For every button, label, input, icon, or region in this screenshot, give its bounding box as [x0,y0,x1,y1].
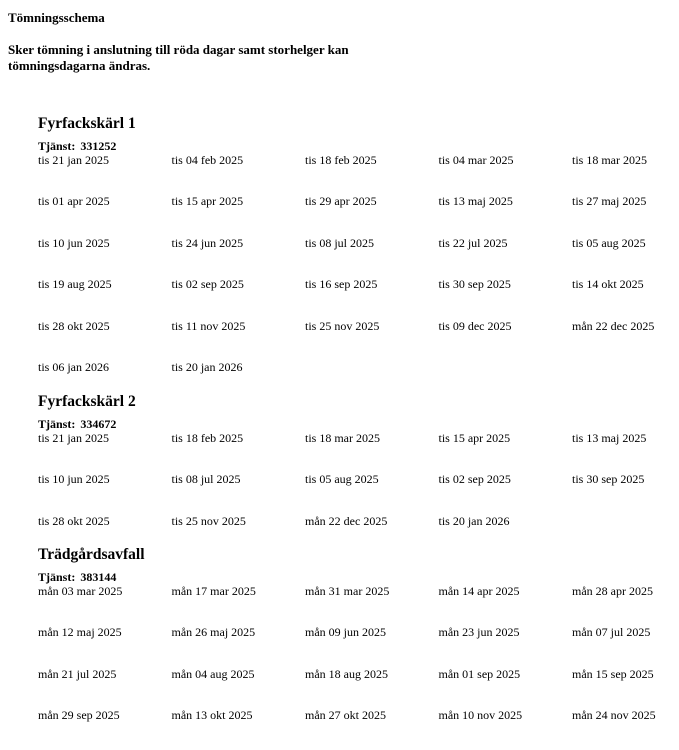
pickup-date: tis 14 okt 2025 [572,277,644,292]
schedule-section [38,546,678,750]
pickup-date: tis 10 jun 2025 [38,472,110,487]
pickup-date: tis 08 jul 2025 [305,235,375,250]
pickup-date: tis 24 jun 2025 [171,235,244,250]
pickup-date: tis 09 dec 2025 [438,318,512,333]
pickup-date: mån 29 sep 2025 [38,708,120,723]
pickup-date: tis 29 apr 2025 [305,194,377,209]
pickup-date: mån 23 jun 2025 [438,625,520,640]
pickup-date: tis 25 nov 2025 [305,318,380,333]
pickup-date: tis 06 jan 2026 [38,359,109,374]
pickup-date: tis 28 okt 2025 [38,513,110,528]
pickup-date: tis 28 okt 2025 [38,318,110,333]
pickup-date: tis 10 jun 2025 [38,235,110,250]
pickup-date: tis 30 sep 2025 [438,277,511,292]
pickup-date: tis 16 sep 2025 [305,277,378,292]
pickup-date: tis 18 mar 2025 [572,153,647,167]
pickup-date: tis 04 feb 2025 [171,153,244,167]
schedule-section [38,115,678,401]
service-label: Tjänst: [38,570,76,584]
service-line [38,417,678,431]
pickup-date: tis 18 feb 2025 [305,153,377,167]
section-title: Fyrfackskärl 1 [38,115,136,132]
pickup-date: tis 13 maj 2025 [572,431,647,445]
service-line [38,570,678,584]
pickup-date: mån 14 apr 2025 [438,584,520,598]
pickup-date: tis 19 aug 2025 [38,277,112,292]
service-number: 334672 [80,417,117,431]
pickup-date: tis 20 jan 2026 [171,359,243,374]
pickup-date: tis 05 aug 2025 [572,235,646,250]
pickup-date: tis 05 aug 2025 [305,472,379,487]
pickup-date: mån 13 okt 2025 [171,708,253,723]
pickup-date: tis 15 apr 2025 [171,194,244,209]
pickup-date: mån 18 aug 2025 [305,666,388,681]
pickup-date: tis 08 jul 2025 [171,472,241,487]
pickup-date: mån 15 sep 2025 [572,666,654,681]
pickup-date: tis 15 apr 2025 [438,431,511,445]
pickup-date: mån 10 nov 2025 [438,708,523,723]
pickup-date: mån 07 jul 2025 [572,625,651,640]
pickup-date: mån 22 dec 2025 [572,318,655,333]
pickup-date: tis 21 jan 2025 [38,153,109,167]
schedule-section [38,393,678,555]
section-title: Trädgårdsavfall [38,546,145,563]
pickup-date: mån 12 maj 2025 [38,625,122,640]
pickup-date: tis 25 nov 2025 [171,513,246,528]
pickup-date: tis 13 maj 2025 [438,194,513,209]
pickup-date: tis 21 jan 2025 [38,431,109,445]
pickup-date: mån 01 sep 2025 [438,666,521,681]
date-grid [38,153,678,401]
pickup-date: tis 18 feb 2025 [171,431,244,445]
pickup-date: tis 20 jan 2026 [438,513,510,528]
pickup-date: tis 04 mar 2025 [438,153,514,167]
pickup-date: mån 22 dec 2025 [305,513,388,528]
pickup-date: tis 27 maj 2025 [572,194,647,209]
service-line [38,139,678,153]
section-title: Fyrfackskärl 2 [38,393,136,410]
pickup-date: mån 28 apr 2025 [572,584,653,598]
pickup-date: tis 01 apr 2025 [38,194,110,209]
pickup-date: tis 22 jul 2025 [438,235,508,250]
pickup-date: mån 31 mar 2025 [305,584,390,598]
pickup-date: mån 04 aug 2025 [171,666,255,681]
pickup-date: tis 02 sep 2025 [438,472,511,487]
service-number: 331252 [80,139,117,153]
pickup-date: tis 18 mar 2025 [305,431,380,445]
date-grid [38,584,678,750]
service-label: Tjänst: [38,139,76,153]
pickup-date: mån 21 jul 2025 [38,666,117,681]
pickup-date: tis 11 nov 2025 [171,318,246,333]
pickup-date: tis 02 sep 2025 [171,277,244,292]
date-grid [38,431,678,555]
pickup-date: mån 09 jun 2025 [305,625,386,640]
service-label: Tjänst: [38,417,76,431]
pickup-date: tis 30 sep 2025 [572,472,645,487]
pickup-date: mån 03 mar 2025 [38,584,123,598]
pickup-date: mån 24 nov 2025 [572,708,656,723]
pickup-date: mån 17 mar 2025 [171,584,256,598]
service-number: 383144 [80,570,117,584]
document-title: Tömningsschema [8,10,105,25]
pickup-date: mån 27 okt 2025 [305,708,386,723]
pickup-date: mån 26 maj 2025 [171,625,256,640]
schedule-notice: Sker tömning i anslutning till röda dagar samt storhelger kan tömningsdagarna ändras. [8,42,349,73]
